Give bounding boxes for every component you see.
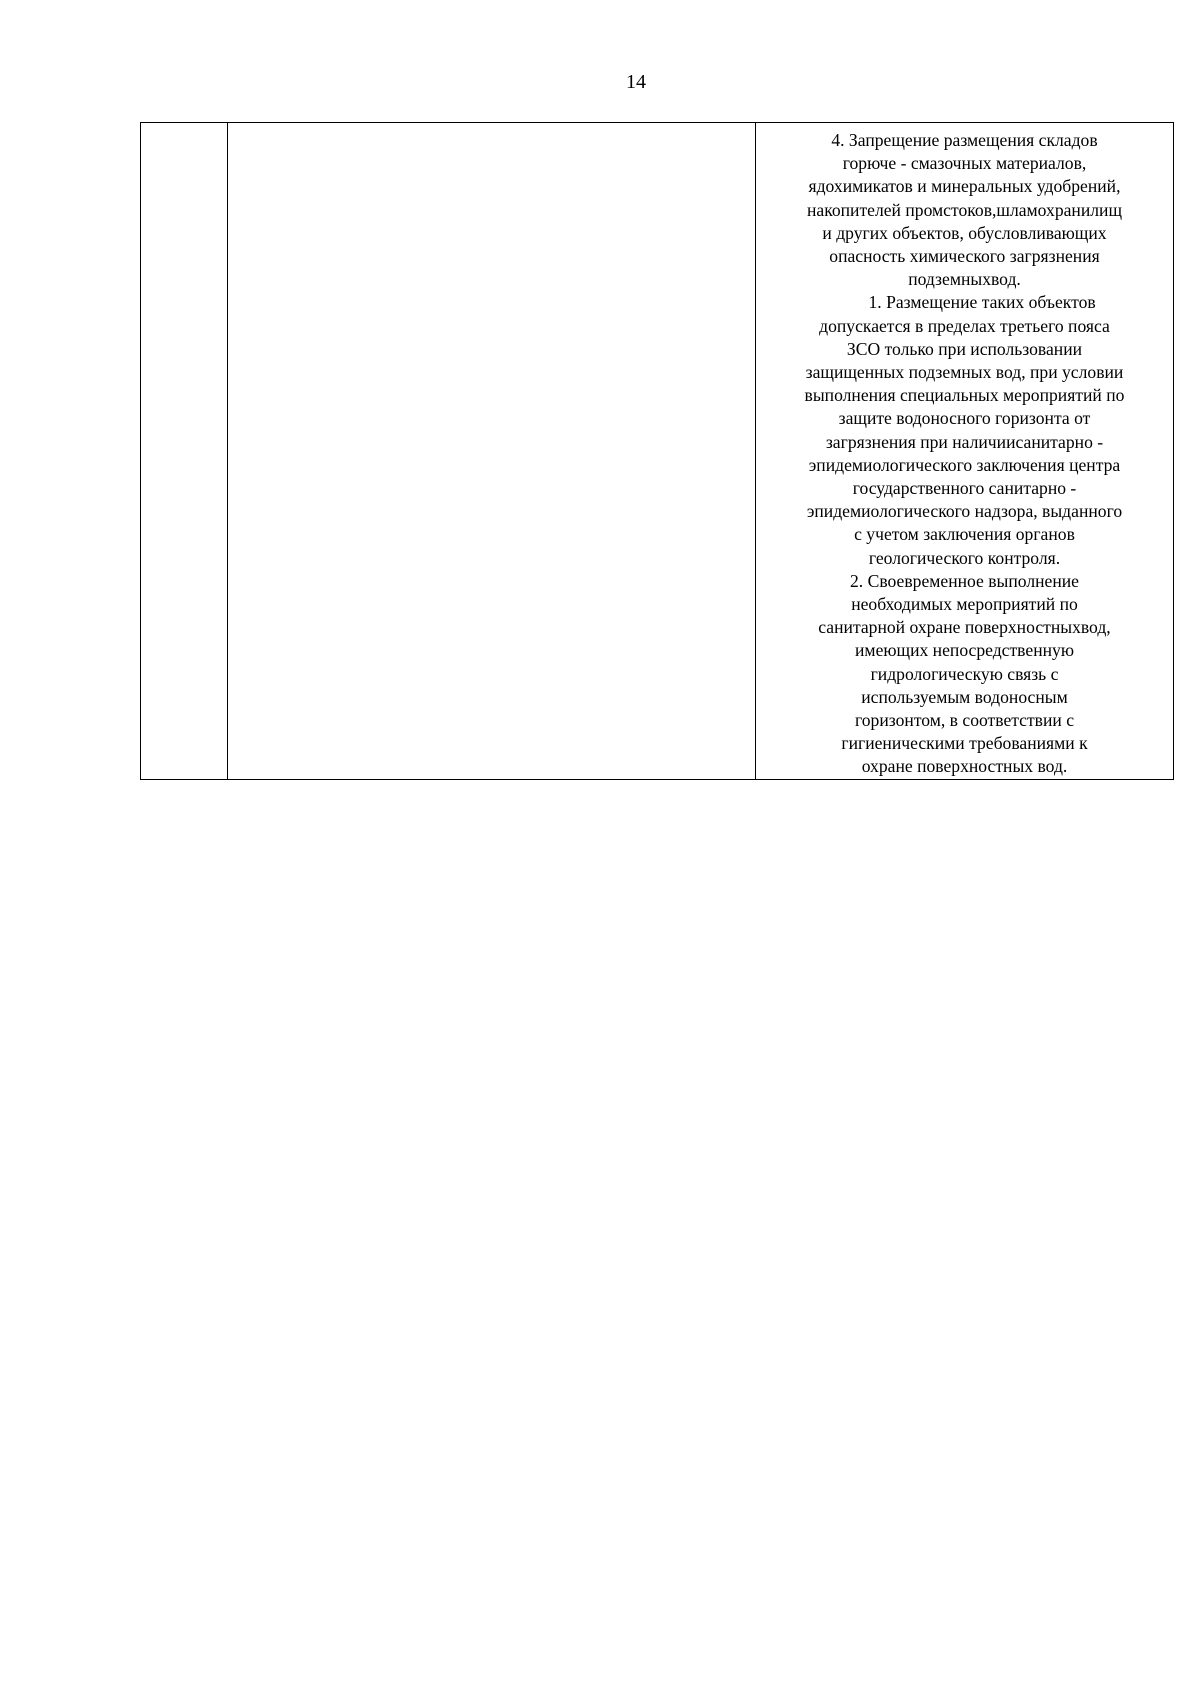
table-cell-description xyxy=(228,123,756,780)
text-line: горизонтом, в соответствии с xyxy=(854,710,1075,731)
text-line: загрязнения при наличиисанитарно - xyxy=(825,431,1104,452)
text-line: охране поверхностных вод. xyxy=(861,756,1068,777)
text-line: подземныхвод. xyxy=(908,269,1021,290)
text-line: ядохимикатов и минеральных удобрений, xyxy=(808,176,1121,197)
text-line: 4. Запрещение размещения складов xyxy=(831,130,1098,150)
text-line: выполнения специальных мероприятий по xyxy=(804,385,1125,406)
text-line: горюче - смазочных материалов, xyxy=(842,153,1087,174)
text-line: имеющих непосредственную xyxy=(855,640,1074,661)
text-line: опасность химического загрязнения xyxy=(829,246,1100,267)
table-cell-number xyxy=(141,123,228,780)
text-line: эпидемиологического заключения центра xyxy=(808,454,1121,475)
text-line: необходимых мероприятий по xyxy=(851,594,1078,615)
measures-text xyxy=(756,123,1173,779)
text-line: санитарной охране поверхностныхвод, xyxy=(818,617,1111,638)
text-line: с учетом заключения органов xyxy=(854,524,1075,545)
page-number: 14 xyxy=(626,71,646,93)
text-line: эпидемиологического надзора, выданного xyxy=(806,501,1123,522)
text-line: ЗСО только при использовании xyxy=(846,338,1083,359)
text-line: государственного санитарно - xyxy=(852,478,1077,499)
text-line: 2. Своевременное выполнение xyxy=(850,570,1079,591)
text-line: и других объектов, обусловливающих xyxy=(822,222,1107,243)
text-line: геологического контроля. xyxy=(868,547,1061,568)
text-line: защите водоносного горизонта от xyxy=(838,408,1091,429)
text-line: накопителей промстоков,шламохранилищ xyxy=(806,199,1123,220)
text-line: допускается в пределах третьего пояса xyxy=(819,315,1110,336)
text-line: используемым водоносным xyxy=(861,686,1068,707)
text-line: защищенных подземных вод, при условии xyxy=(805,362,1124,383)
requirements-table xyxy=(140,122,1174,780)
table-cell-measures xyxy=(756,123,1174,780)
table-row xyxy=(141,123,1174,780)
text-line: 1. Размещение таких объектов xyxy=(833,292,1096,313)
text-line: гидрологическую связь с xyxy=(870,663,1059,684)
text-line: гигиеническими требованиями к xyxy=(841,733,1088,754)
